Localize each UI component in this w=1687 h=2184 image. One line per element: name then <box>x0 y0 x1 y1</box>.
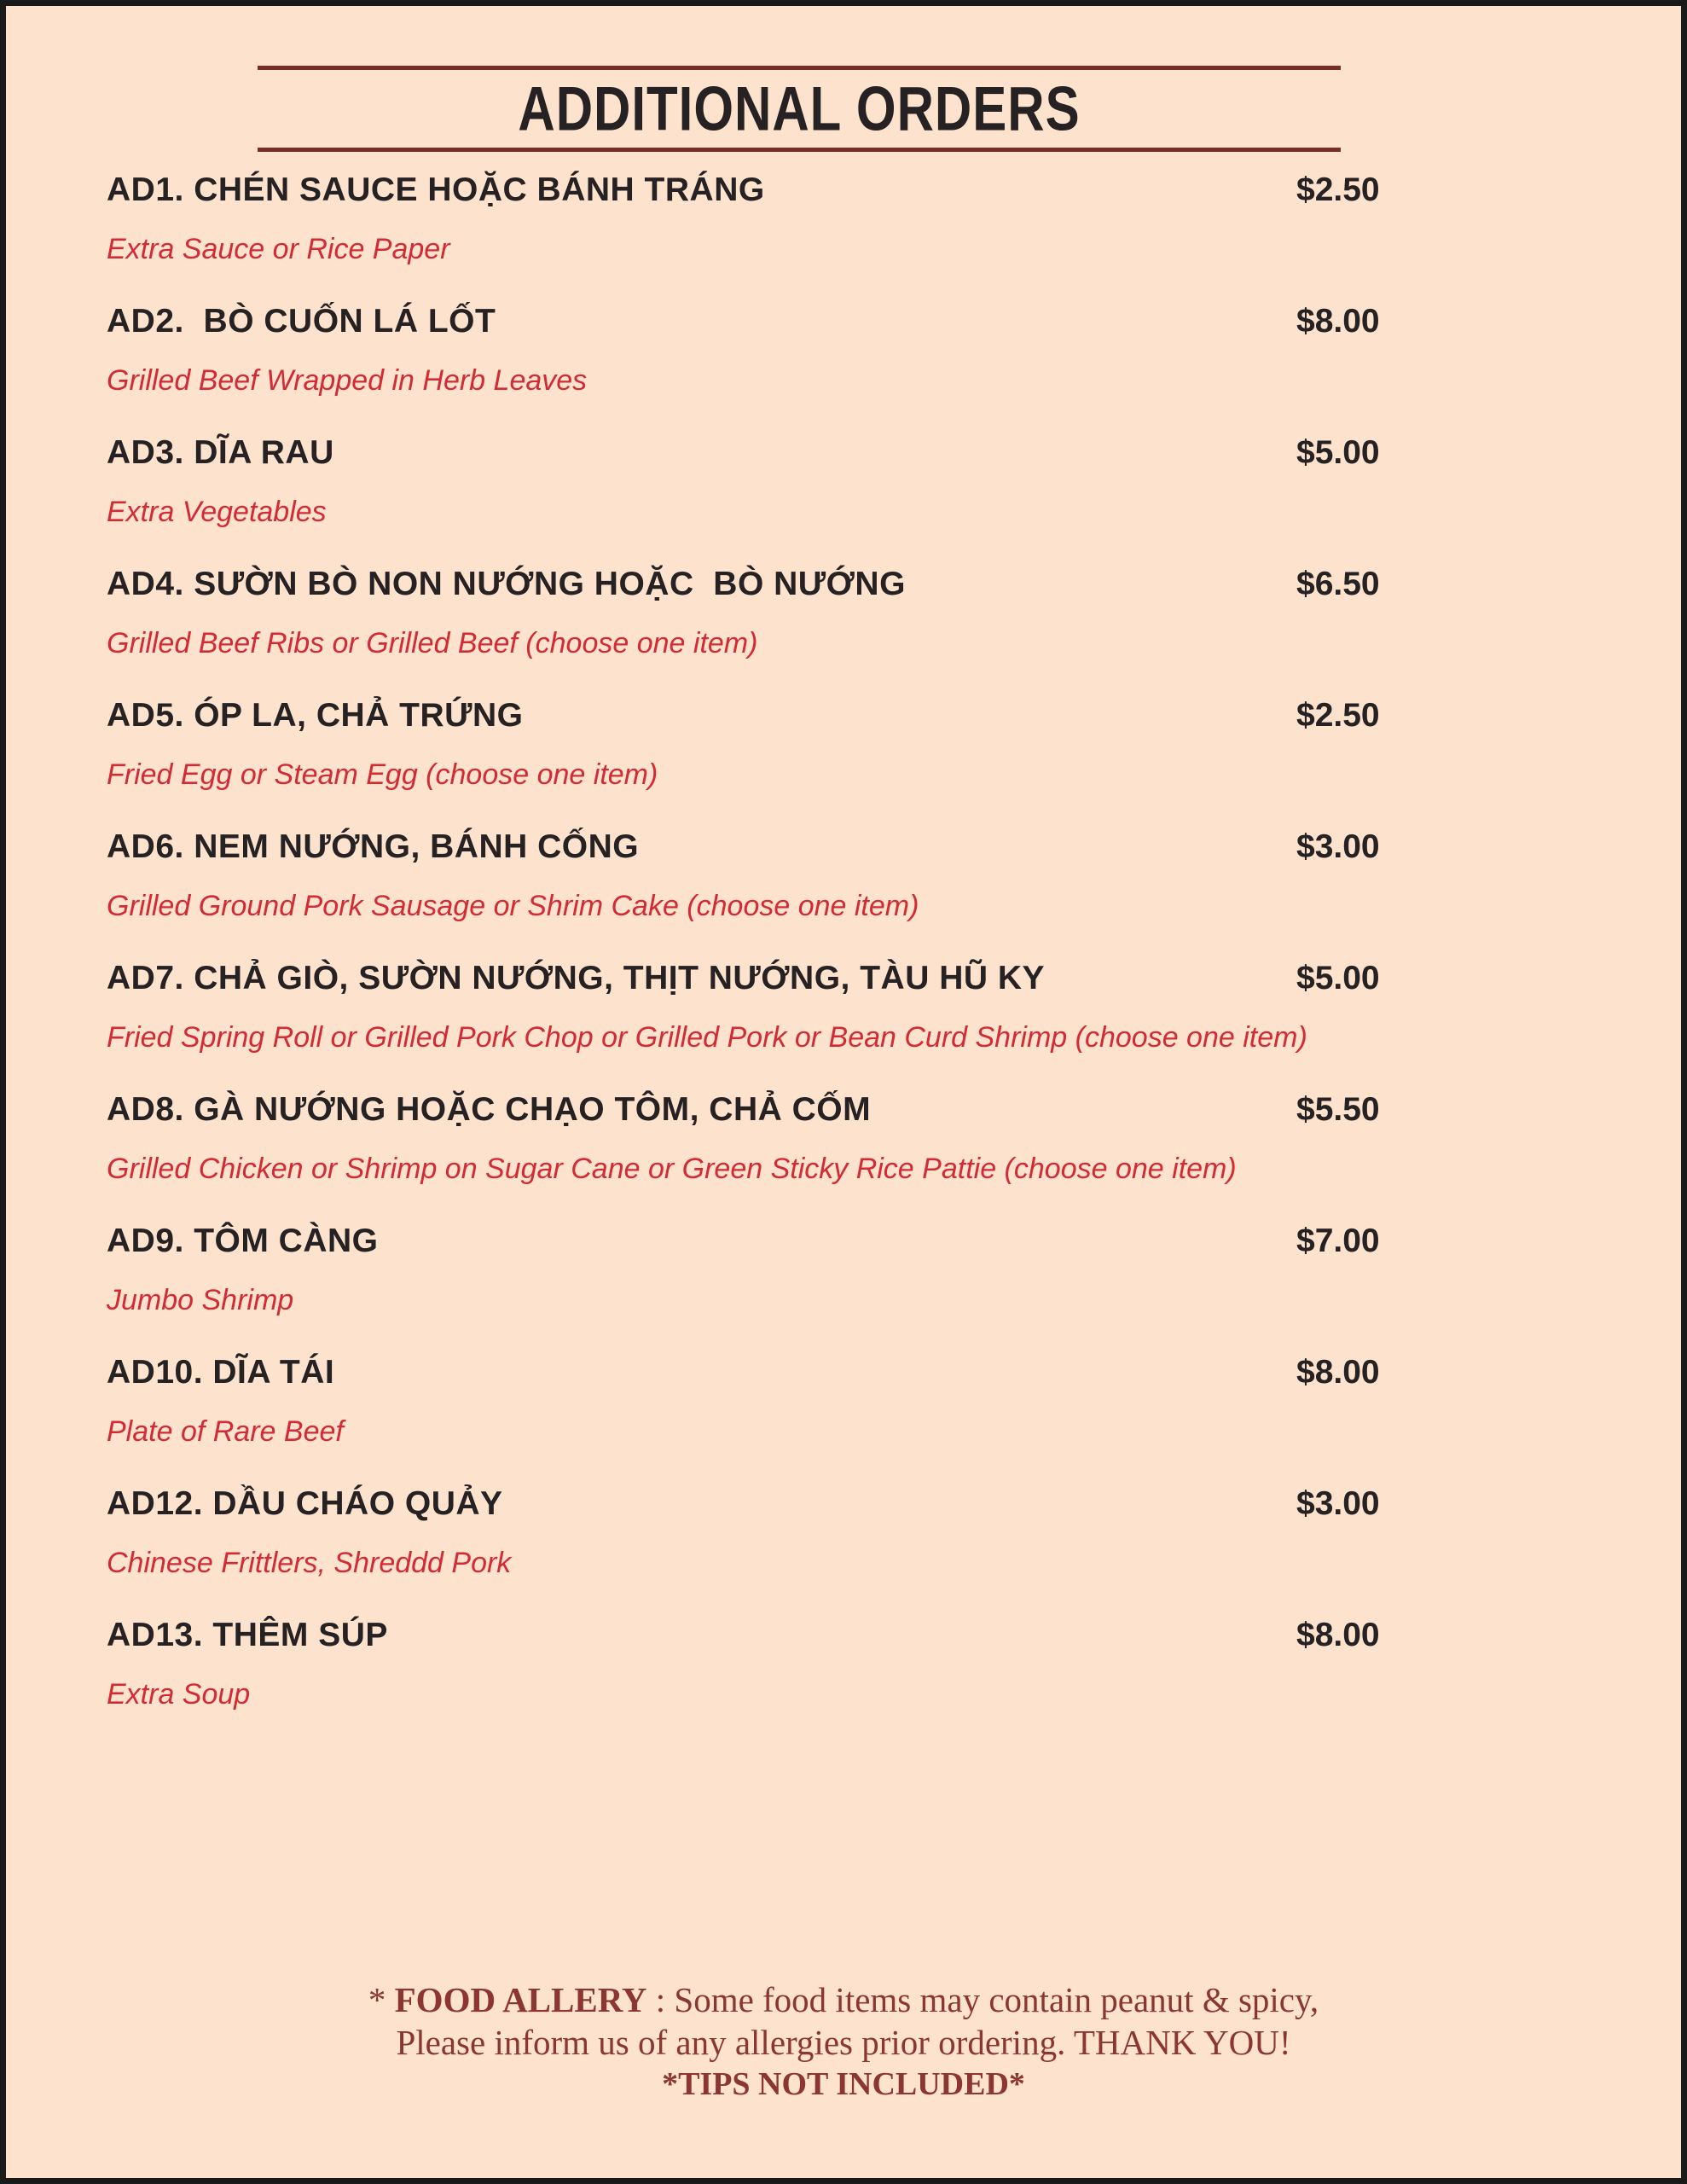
item-price: $5.00 <box>1296 434 1380 471</box>
item-name: AD5. ÓP LA, CHẢ TRỨNG <box>107 697 524 734</box>
item-name: AD8. GÀ NƯỚNG HOẶC CHẠO TÔM, CHẢ CỐM <box>107 1091 872 1128</box>
item-description: Grilled Beef Wrapped in Herb Leaves <box>107 364 588 397</box>
item-description: Grilled Ground Pork Sausage or Shrim Cake (choose one item) <box>107 890 919 922</box>
menu-item-row <box>107 1616 1681 1711</box>
item-name: AD13. THÊM SÚP <box>107 1617 388 1653</box>
allergy-notice-line1 <box>6 1978 1681 2021</box>
item-description: Plate of Rare Beef <box>107 1415 344 1448</box>
menu-item-row <box>107 1222 1681 1317</box>
menu-item-row <box>107 696 1681 792</box>
menu-item-row <box>107 1484 1681 1580</box>
allergy-title: FOOD ALLERY <box>394 1980 647 2019</box>
menu-list <box>6 171 1681 1711</box>
item-description: Extra Vegetables <box>107 496 327 528</box>
item-description: Fried Spring Roll or Grilled Pork Chop or Grilled Pork or Bean Curd Shrimp (choose one item) <box>107 1021 1307 1054</box>
menu-item-row <box>107 1353 1681 1449</box>
item-price: $5.00 <box>1296 960 1380 996</box>
item-price: $2.50 <box>1296 171 1380 208</box>
item-description: Chinese Frittlers, Shreddd Pork <box>107 1547 512 1579</box>
item-name: AD2. BÒ CUỐN LÁ LỐT <box>107 303 496 340</box>
allergy-prefix: * <box>368 1980 395 2019</box>
item-price: $6.50 <box>1296 566 1380 602</box>
item-description: Grilled Chicken or Shrimp on Sugar Cane or Green Sticky Rice Pattie (choose one item) <box>107 1153 1237 1185</box>
item-name: AD1. CHÉN SAUCE HOẶC BÁNH TRÁNG <box>107 171 765 208</box>
item-price: $3.00 <box>1296 828 1380 865</box>
menu-item-row <box>107 171 1681 266</box>
tips-notice: *TIPS NOT INCLUDED* <box>662 2066 1025 2102</box>
item-name: AD10. DĨA TÁI <box>107 1354 335 1391</box>
menu-item-row <box>107 828 1681 923</box>
menu-header <box>258 66 1341 152</box>
item-description: Fried Egg or Steam Egg (choose one item) <box>107 758 658 791</box>
item-name: AD12. DẦU CHÁO QUẢY <box>107 1485 503 1522</box>
item-description: Jumbo Shrimp <box>107 1284 294 1316</box>
item-price: $2.50 <box>1296 697 1380 734</box>
menu-item-row <box>107 433 1681 529</box>
item-price: $8.00 <box>1296 1617 1380 1653</box>
item-name: AD3. DĨA RAU <box>107 434 334 471</box>
item-price: $8.00 <box>1296 1354 1380 1391</box>
item-price: $7.00 <box>1296 1223 1380 1259</box>
allergy-text: : Some food items may contain peanut & spicy, <box>646 1980 1319 2019</box>
item-name: AD9. TÔM CÀNG <box>107 1223 379 1259</box>
menu-item-row <box>107 959 1681 1054</box>
item-price: $8.00 <box>1296 303 1380 340</box>
item-description: Grilled Beef Ribs or Grilled Beef (choose one item) <box>107 627 758 659</box>
item-name: AD7. CHẢ GIÒ, SƯỜN NƯỚNG, THỊT NƯỚNG, TÀU HŨ KY <box>107 960 1046 996</box>
menu-item-row <box>107 302 1681 398</box>
item-price: $5.50 <box>1296 1091 1380 1128</box>
menu-item-row <box>107 565 1681 660</box>
item-name: AD4. SƯỜN BÒ NON NƯỚNG HOẶC BÒ NƯỚNG <box>107 566 906 602</box>
page-title: ADDITIONAL ORDERS <box>518 73 1081 144</box>
item-description: Extra Sauce or Rice Paper <box>107 233 450 265</box>
item-price: $3.00 <box>1296 1485 1380 1522</box>
allergy-notice-line2: Please inform us of any allergies prior ordering. THANK YOU! <box>396 2023 1291 2062</box>
menu-item-row <box>107 1090 1681 1186</box>
item-name: AD6. NEM NƯỚNG, BÁNH CỐNG <box>107 828 640 865</box>
footer-note <box>6 1978 1681 2105</box>
item-description: Extra Soup <box>107 1678 251 1711</box>
